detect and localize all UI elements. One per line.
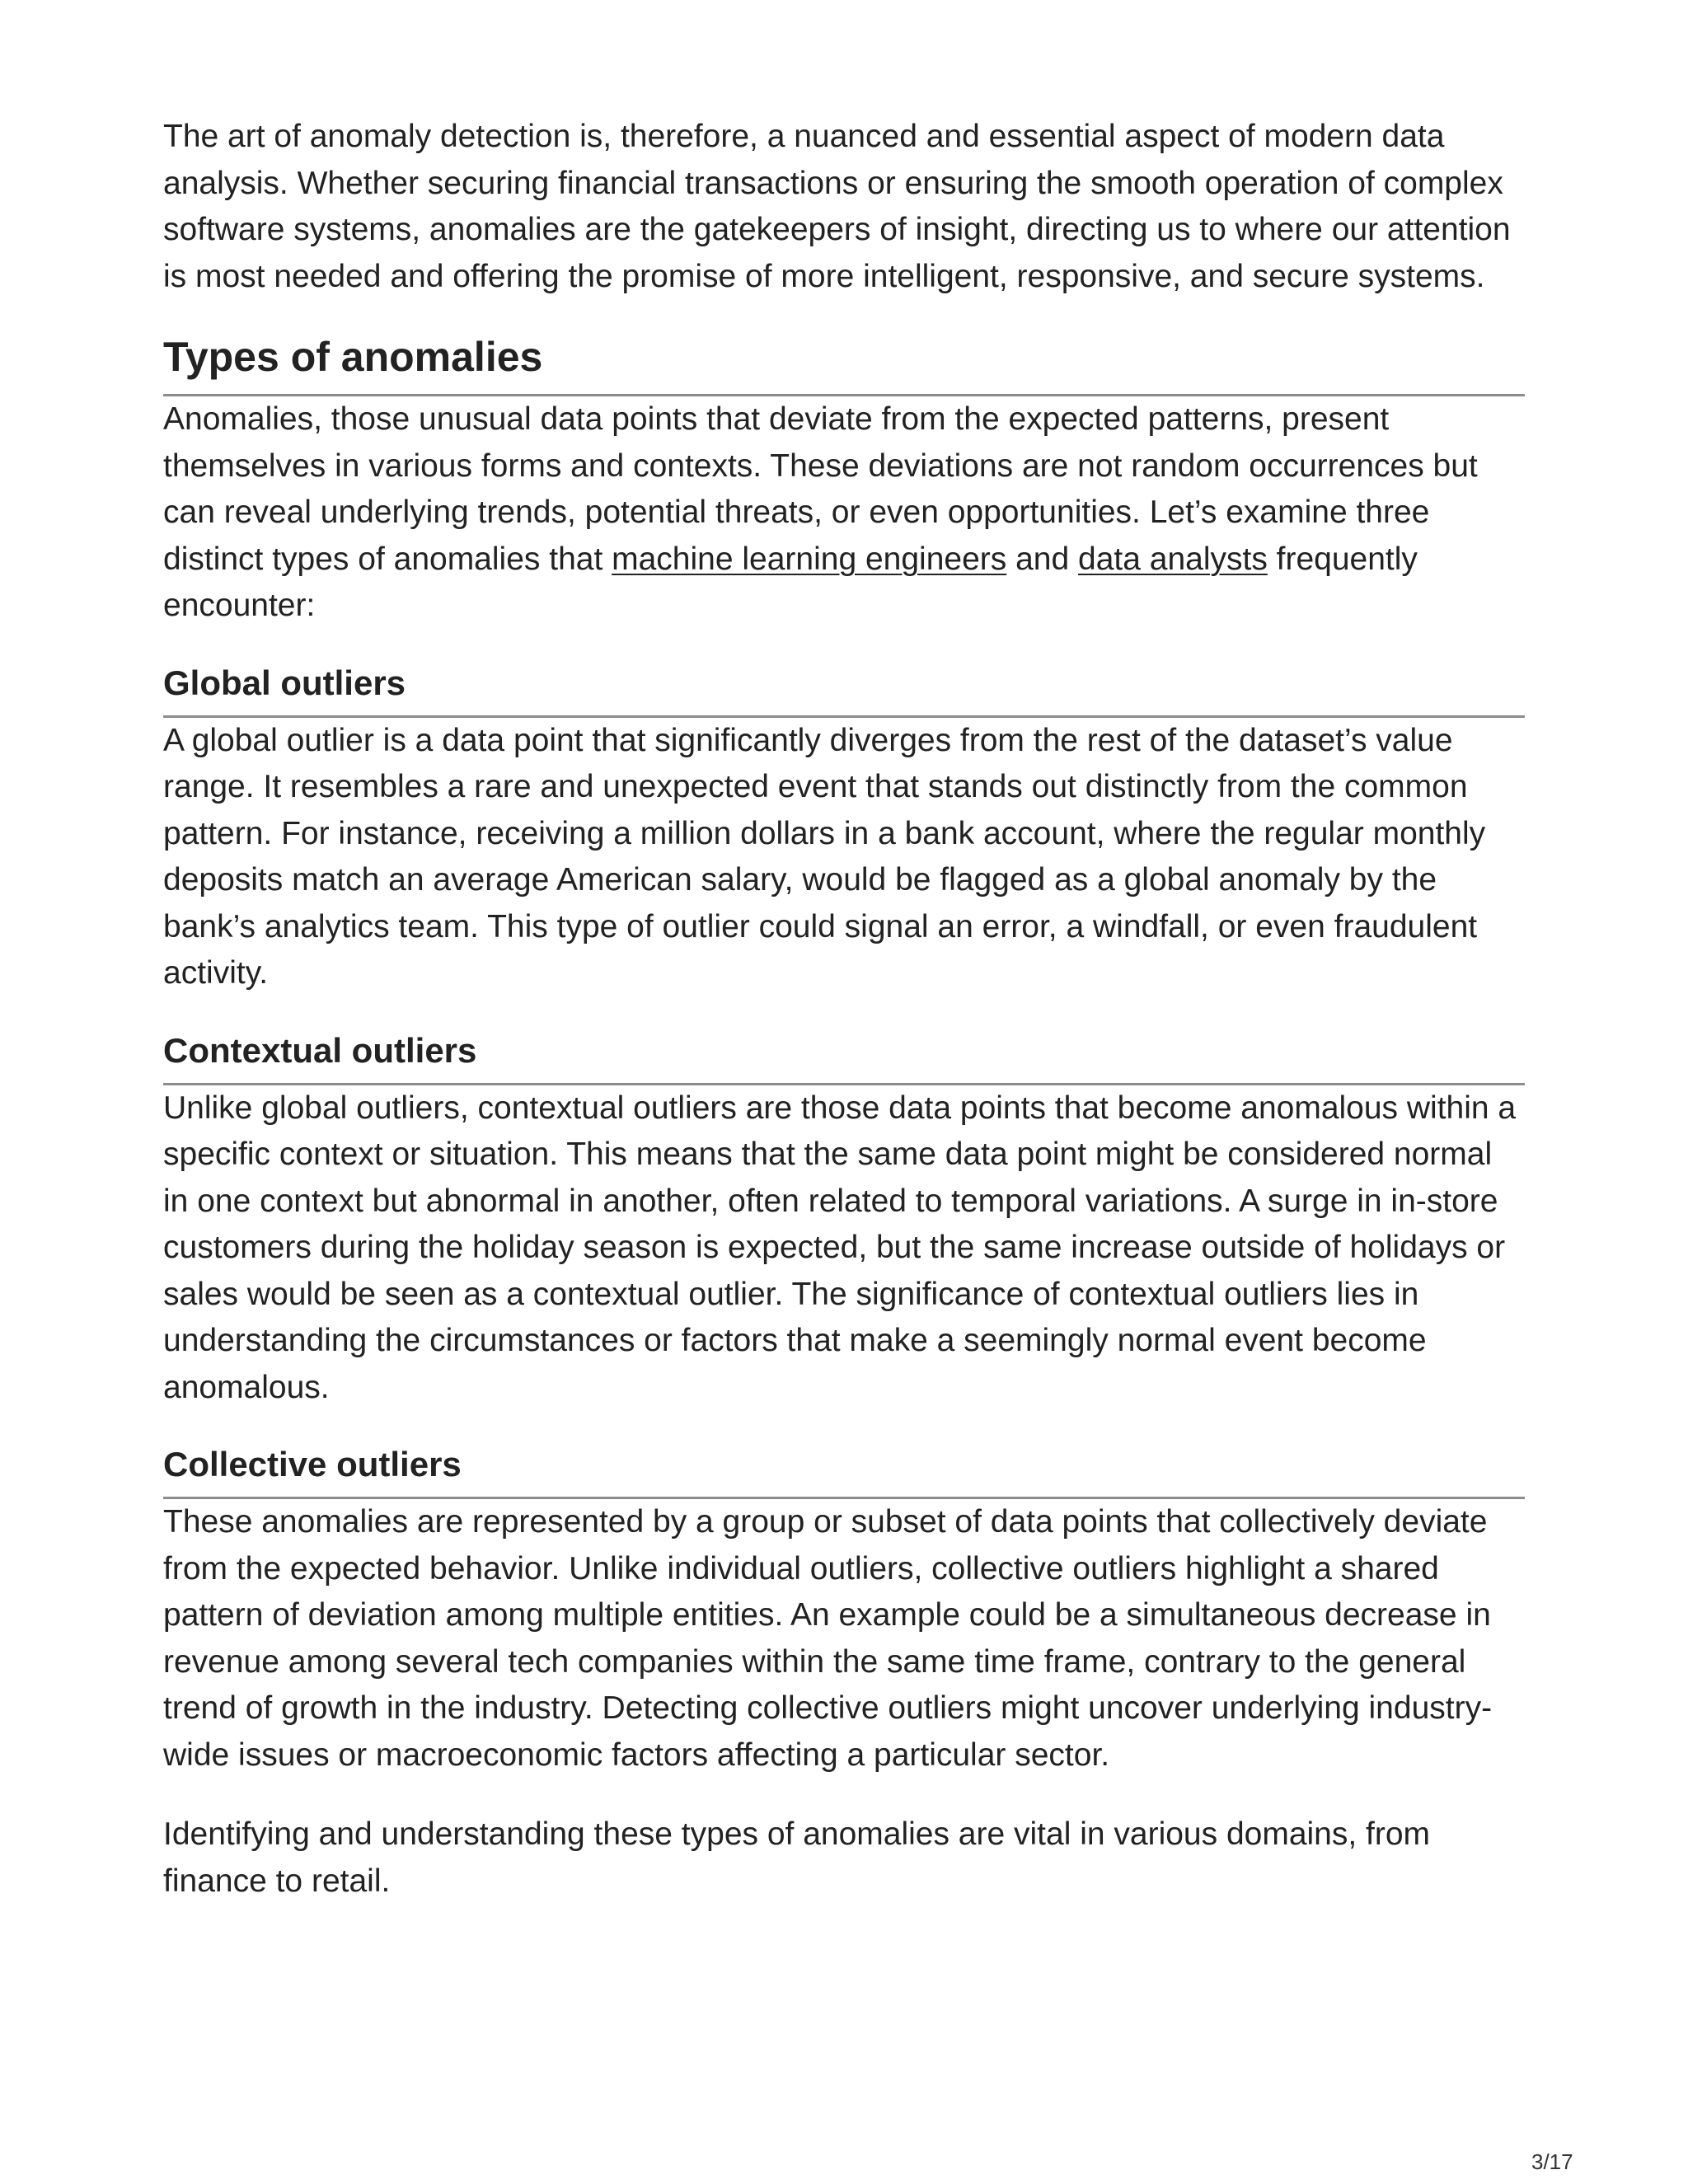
section-title-types-of-anomalies: Types of anomalies <box>163 333 1525 396</box>
link-machine-learning-engineers[interactable]: machine learning engineers <box>612 541 1007 577</box>
subsection-title-collective-outliers: Collective outliers <box>163 1444 1525 1499</box>
page-number: 3/17 <box>1531 2149 1573 2174</box>
types-intro-text-part1: Anomalies, those unusual data points that deviate from the expected patterns, present themselves in various forms and contexts. These deviations are not random occurrences but can reveal underlying trends, potential threats, or even opportunities. Let’s examine three distinct types of anomalies that <box>163 401 1478 577</box>
global-outliers-paragraph: A global outlier is a data point that significantly diverges from the rest of the dataset’s value range. It resembles a rare and unexpected event that stands out distinctly from the common pattern. For instance, receiving a million dollars in a bank account, where the regular monthly deposits match an average American salary, would be flagged as a global anomaly by the bank’s analytics team. This type of outlier could signal an error, a windfall, or even fraudulent activity. <box>163 722 1486 991</box>
intro-paragraph: The art of anomaly detection is, therefore, a nuanced and essential aspect of modern data analysis. Whether securing financial transactions or ensuring the smooth operation of complex software systems, anomalies are the gatekeepers of insight, directing us to where our attention is most needed and offering the promise of more intelligent, responsive, and secure systems. <box>163 119 1511 294</box>
types-intro-text-part2: and <box>1006 541 1079 577</box>
types-intro-paragraph <box>163 396 1525 630</box>
link-data-analysts[interactable]: data analysts <box>1078 541 1268 577</box>
closing-paragraph: Identifying and understanding these types of anomalies are vital in various domains, from finance to retail. <box>163 1816 1431 1899</box>
subsection-title-global-outliers: Global outliers <box>163 663 1525 718</box>
subsection-title-contextual-outliers: Contextual outliers <box>163 1030 1525 1085</box>
collective-outliers-paragraph: These anomalies are represented by a group or subset of data points that collectively deviate from the expected behavior. Unlike individual outliers, collective outliers highlight a shared pattern of deviation among multiple entities. An example could be a simultaneous decrease in revenue among several tech companies within the same time frame, contrary to the general trend of growth in the industry. Detecting collective outliers might uncover underlying industry-wide issues or macroeconomic factors affecting a particular sector. <box>163 1504 1493 1773</box>
types-intro-text-part3: frequently encounter: <box>163 541 1418 623</box>
contextual-outliers-paragraph: Unlike global outliers, contextual outliers are those data points that become anomalous within a specific context or situation. This means that the same data point might be considered normal in one context but abnormal in another, often related to temporal variations. A surge in in-store customers during the holiday season is expected, but the same increase outside of holidays or sales would be seen as a contextual outlier. The significance of contextual outliers lies in understanding the circumstances or factors that make a seemingly normal event become anomalous. <box>163 1090 1517 1405</box>
article-body <box>163 114 1525 1938</box>
